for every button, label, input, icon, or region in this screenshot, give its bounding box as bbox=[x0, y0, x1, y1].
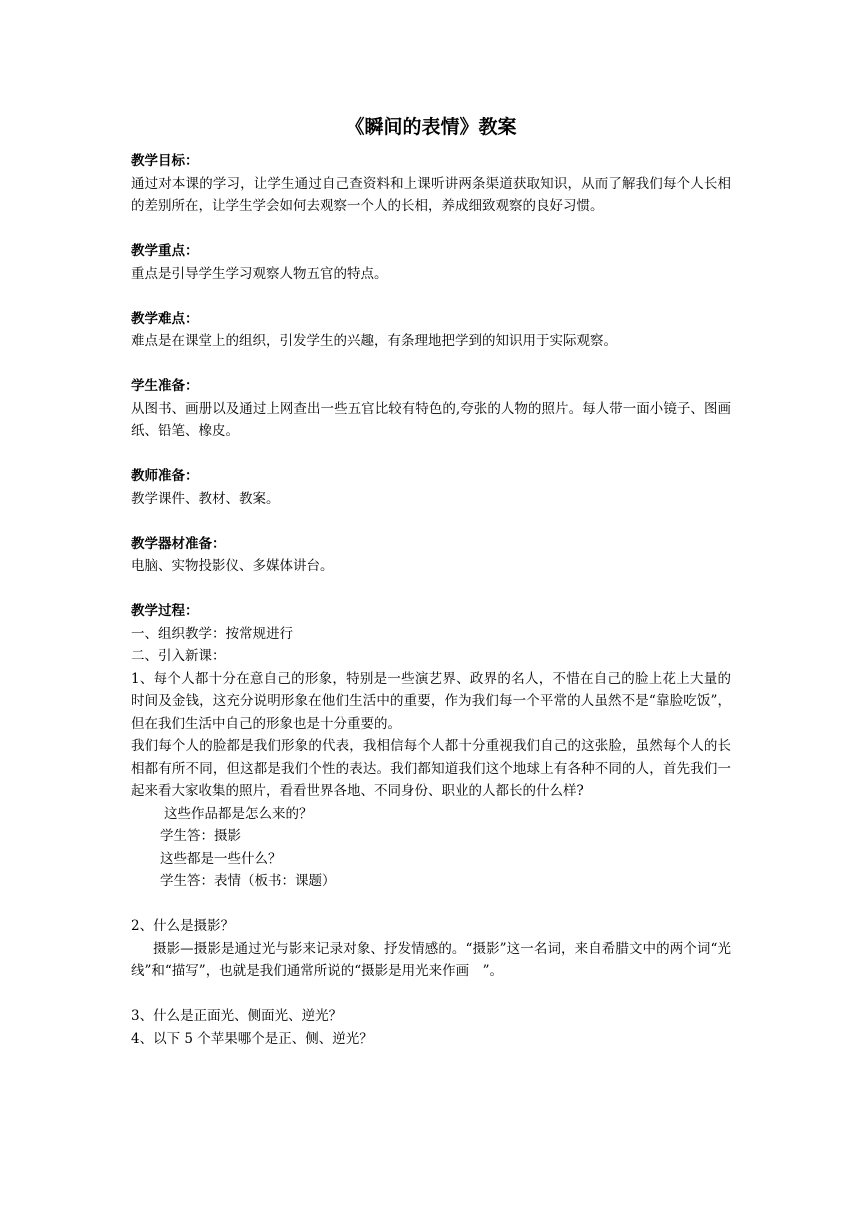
dialog-line-2: 学生答：摄影 bbox=[160, 828, 241, 844]
process-line-1: 一、组织教学：按常规进行 bbox=[131, 625, 293, 642]
question-3: 3、什么是正面光、侧面光、逆光？ bbox=[131, 1008, 343, 1024]
process-line-2: 二、引入新课： bbox=[131, 648, 226, 664]
dialog-line-3: 这些都是一些什么？ bbox=[160, 850, 282, 867]
goal-heading: 教学目标： bbox=[131, 153, 199, 169]
spacer bbox=[131, 218, 731, 241]
question-2-text: 摄影—摄影是通过光与影来记录对象、抒发情感的。“摄影”这一名词，来自希腊文中的两个词“光线”和“描写”，也就是我们通常所说的“摄影是用光来作画 ”。 bbox=[131, 940, 731, 979]
focus-heading: 教学重点： bbox=[131, 243, 199, 259]
difficulty-text: 难点是在课堂上的组织，引发学生的兴趣，有条理地把学到的知识用于实际观察。 bbox=[131, 333, 617, 349]
equipment-heading: 教学器材准备： bbox=[131, 535, 226, 552]
document-page bbox=[131, 114, 731, 1050]
teacher-prep-text: 教学课件、教材、教案。 bbox=[131, 490, 280, 507]
student-prep-text: 从图书、画册以及通过上网查出一些五官比较有特色的,夸张的人物的照片。每人带一面小镜子、图画纸、铅笔、橡皮。 bbox=[131, 400, 731, 439]
process-heading: 教学过程： bbox=[131, 603, 199, 619]
equipment-text: 电脑、实物投影仪、多媒体讲台。 bbox=[131, 558, 334, 574]
spacer bbox=[131, 983, 731, 1006]
dialog-line-1: 这些作品都是怎么来的？ bbox=[164, 805, 313, 822]
focus-text: 重点是引导学生学习观察人物五官的特点。 bbox=[131, 265, 388, 282]
spacer bbox=[131, 578, 731, 601]
question-4: 4、以下 5 个苹果哪个是正、侧、逆光？ bbox=[131, 1030, 373, 1047]
spacer bbox=[131, 353, 731, 376]
process-line-3: 1、每个人都十分在意自己的形象，特别是一些演艺界、政界的名人，不惜在自己的脸上花上大量的时间及金钱，这充分说明形象在他们生活中的重要，作为我们每一个平常的人虽然不是“靠脸吃饭”，但在我们生活中自己的形象也是十分重要的。 bbox=[131, 670, 731, 732]
spacer bbox=[131, 510, 731, 533]
dialog-line-4: 学生答：表情（板书：课题） bbox=[160, 873, 336, 889]
teacher-prep-heading: 教师准备： bbox=[131, 468, 199, 484]
student-prep-heading: 学生准备： bbox=[131, 378, 199, 394]
goal-text: 通过对本课的学习，让学生通过自己查资料和上课听讲两条渠道获取知识，从而了解我们每个人长相的差别所在，让学生学会如何去观察一个人的长相，养成细致观察的良好习惯。 bbox=[131, 175, 731, 214]
difficulty-heading: 教学难点： bbox=[131, 310, 199, 327]
spacer bbox=[131, 285, 731, 308]
process-line-4: 我们每个人的脸都是我们形象的代表，我相信每个人都十分重视我们自己的这张脸，虽然每个人的长相都有所不同，但这都是我们个性的表达。我们都知道我们这个地球上有各种不同的人，首先我们一起来看大家收集的照片，看看世界各地、不同身份、职业的人都长的什么样? bbox=[131, 738, 731, 799]
question-2: 2、什么是摄影？ bbox=[131, 918, 235, 934]
document-title: 《瞬间的表情》教案 bbox=[345, 116, 517, 138]
spacer bbox=[131, 893, 731, 916]
spacer bbox=[131, 443, 731, 466]
